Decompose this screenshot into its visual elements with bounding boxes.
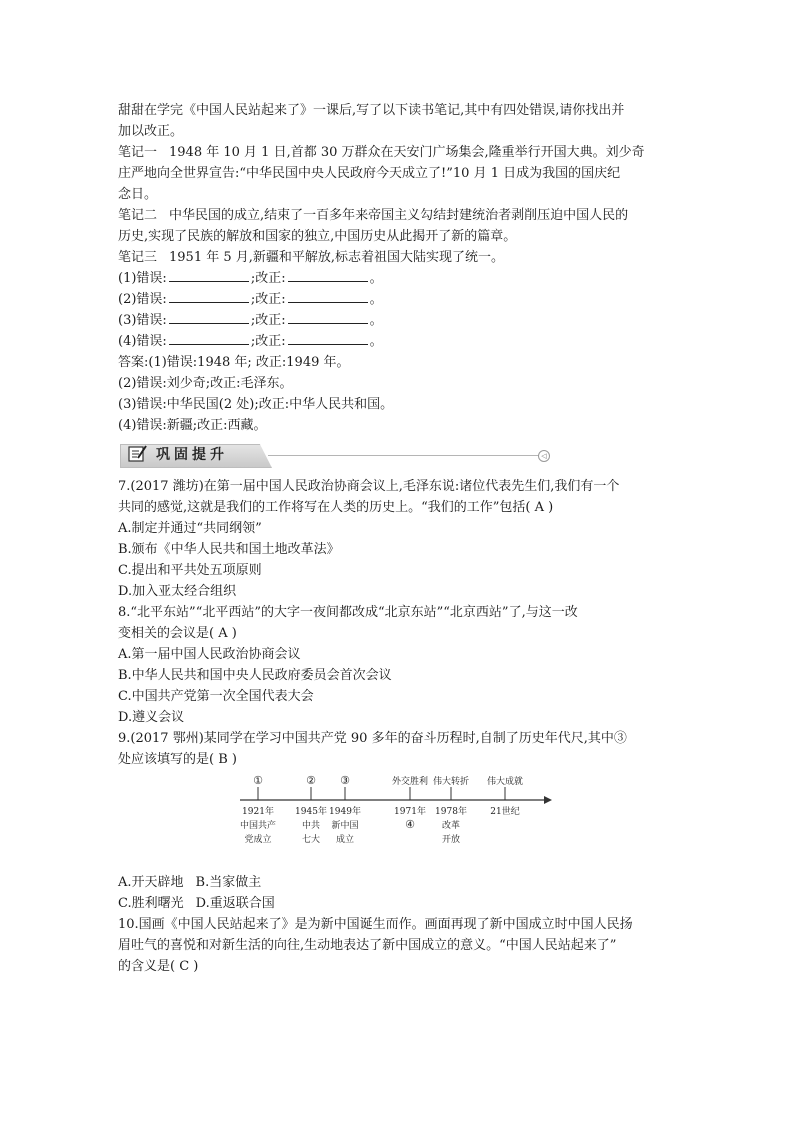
error-blank[interactable] bbox=[169, 311, 249, 324]
timeline-year: 21世纪 bbox=[490, 807, 520, 817]
intro-line-1: 甜甜在学完《中国人民站起来了》一课后,写了以下读书笔记,其中有四处错误,请你找出并 bbox=[118, 103, 625, 118]
banner-end-circle-icon: ◁ bbox=[538, 450, 550, 462]
timeline-event: 七大 bbox=[301, 835, 321, 845]
error-label: 错误: bbox=[136, 271, 167, 286]
q9-option-c: C.胜利曙光 bbox=[118, 896, 184, 911]
section-title: 巩固提升 bbox=[156, 447, 228, 463]
banner-divider bbox=[268, 455, 538, 456]
note-label: 笔记二 bbox=[118, 208, 158, 223]
timeline-top-label: 伟大成就 bbox=[486, 777, 524, 787]
row-number: (2) bbox=[118, 292, 137, 307]
fix-label: ;改正: bbox=[250, 292, 286, 307]
timeline-top-label: ① bbox=[253, 774, 263, 787]
fill-row-1 bbox=[118, 268, 678, 289]
fix-blank[interactable] bbox=[288, 290, 368, 303]
history-timeline bbox=[118, 774, 678, 866]
note-label: 笔记三 bbox=[118, 250, 158, 265]
q9-stem-2: 处应该填写的是( B ) bbox=[118, 752, 237, 767]
note-1-line-3: 念日。 bbox=[118, 187, 158, 202]
note-label: 笔记一 bbox=[118, 145, 158, 160]
worksheet bbox=[118, 100, 678, 977]
fix-blank[interactable] bbox=[288, 269, 368, 282]
timeline-year: 1921年 bbox=[242, 807, 274, 817]
fix-blank[interactable] bbox=[288, 311, 368, 324]
timeline-event: 中国共产 bbox=[239, 821, 277, 831]
q10-stem-3: 的含义是( C ) bbox=[118, 959, 199, 974]
error-blank[interactable] bbox=[169, 332, 249, 345]
error-label: 错误: bbox=[136, 313, 167, 328]
section-banner bbox=[118, 442, 678, 468]
q7-option-b: B.颁布《中华人民共和国土地改革法》 bbox=[118, 542, 340, 557]
fix-label: ;改正: bbox=[250, 313, 286, 328]
answer-1: 答案:(1)错误:1948 年; 改正:1949 年。 bbox=[118, 355, 350, 370]
row-number: (3) bbox=[118, 313, 137, 328]
timeline-event: 改革 bbox=[441, 821, 461, 831]
timeline-arrow-icon bbox=[544, 796, 552, 804]
q9-stem-1: 9.(2017 鄂州)某同学在学习中国共产党 90 多年的奋斗历程时,自制了历史年代尺,其中③ bbox=[118, 731, 627, 746]
note-2 bbox=[118, 205, 678, 226]
note-text: 1948 年 10 月 1 日,首都 30 万群众在天安门广场集会,隆重举行开国大典。刘少奇 bbox=[169, 145, 645, 160]
q9-option-a: A.开天辟地 bbox=[118, 875, 184, 890]
timeline-event: 党成立 bbox=[244, 835, 272, 845]
q10-stem-1: 10.国画《中国人民站起来了》是为新中国诞生而作。画面再现了新中国成立时中国人民扬 bbox=[118, 917, 633, 932]
answer-3: (3)错误:中华民国(2 处);改正:中华人民共和国。 bbox=[118, 397, 394, 412]
q7-option-a: A.制定并通过“共同纲领” bbox=[118, 521, 262, 536]
timeline-top-label: ② bbox=[306, 774, 316, 787]
timeline-top-label: ③ bbox=[340, 774, 350, 787]
fill-row-2 bbox=[118, 289, 678, 310]
timeline-top-label: 外交胜利 bbox=[391, 777, 429, 787]
note-text: 1951 年 5 月,新疆和平解放,标志着祖国大陆实现了统一。 bbox=[169, 250, 505, 265]
intro-line-2: 加以改正。 bbox=[118, 124, 184, 139]
error-blank[interactable] bbox=[169, 290, 249, 303]
timeline-year: 1949年 bbox=[329, 807, 361, 817]
fix-blank[interactable] bbox=[288, 332, 368, 345]
note-3 bbox=[118, 247, 678, 268]
fill-row-3 bbox=[118, 310, 678, 331]
timeline-event: 新中国 bbox=[331, 821, 359, 831]
q8-option-d: D.遵义会议 bbox=[118, 710, 185, 725]
q7-stem-2: 共同的感觉,这就是我们的工作将写在人类的历史上。“我们的工作”包括( A ) bbox=[118, 500, 554, 515]
fix-label: ;改正: bbox=[250, 334, 286, 349]
timeline-year: 1978年 bbox=[435, 807, 467, 817]
row-number: (4) bbox=[118, 334, 137, 349]
note-1-line-2: 庄严地向全世界宣告:“中华民国中央人民政府今天成立了!”10 月 1 日成为我国的国庆纪 bbox=[118, 166, 621, 181]
q9-options-row-2 bbox=[118, 893, 678, 914]
answer-4: (4)错误:新疆;改正:西藏。 bbox=[118, 418, 267, 433]
q9-option-b: B.当家做主 bbox=[195, 875, 262, 890]
error-label: 错误: bbox=[136, 334, 167, 349]
q8-stem-1: 8.“北平东站”“北平西站”的大字一夜间都改成“北京东站”“北京西站”了,与这一改 bbox=[118, 605, 578, 620]
row-end: 。 bbox=[369, 292, 383, 307]
row-end: 。 bbox=[369, 334, 383, 349]
note-text: 中华民国的成立,结束了一百多年来帝国主义勾结封建统治者剥削压迫中国人民的 bbox=[169, 208, 629, 223]
q7-option-d: D.加入亚太经合组织 bbox=[118, 584, 237, 599]
error-blank[interactable] bbox=[169, 269, 249, 282]
q9-options-row-1 bbox=[118, 872, 678, 893]
q7-option-c: C.提出和平共处五项原则 bbox=[118, 563, 262, 578]
q7-stem-1: 7.(2017 潍坊)在第一届中国人民政治协商会议上,毛泽东说:诸位代表先生们,我们有一个 bbox=[118, 479, 620, 494]
answer-2: (2)错误:刘少奇;改正:毛泽东。 bbox=[118, 376, 293, 391]
q8-option-c: C.中国共产党第一次全国代表大会 bbox=[118, 689, 314, 704]
q8-option-b: B.中华人民共和国中央人民政府委员会首次会议 bbox=[118, 668, 392, 683]
pencil-notebook-icon bbox=[128, 445, 148, 463]
timeline-event: 开放 bbox=[441, 835, 461, 845]
note-2-line-2: 历史,实现了民族的解放和国家的独立,中国历史从此揭开了新的篇章。 bbox=[118, 229, 517, 244]
q9-option-d: D.重返联合国 bbox=[195, 896, 275, 911]
timeline-event: 成立 bbox=[335, 835, 355, 845]
fix-label: ;改正: bbox=[250, 271, 286, 286]
fill-row-4 bbox=[118, 331, 678, 352]
error-label: 错误: bbox=[136, 292, 167, 307]
timeline-top-label: 伟大转折 bbox=[432, 777, 470, 787]
q8-stem-2: 变相关的会议是( A ) bbox=[118, 626, 237, 641]
note-1 bbox=[118, 142, 678, 163]
row-number: (1) bbox=[118, 271, 137, 286]
q10-stem-2: 眉吐气的喜悦和对新生活的向往,生动地表达了新中国成立的意义。“中国人民站起来了” bbox=[118, 938, 617, 953]
timeline-event: 中共 bbox=[301, 821, 321, 831]
q8-option-a: A.第一届中国人民政治协商会议 bbox=[118, 647, 301, 662]
timeline-year: 1971年 bbox=[394, 807, 426, 817]
row-end: 。 bbox=[369, 271, 383, 286]
timeline-year: 1945年 bbox=[295, 807, 327, 817]
row-end: 。 bbox=[369, 313, 383, 328]
timeline-figure bbox=[238, 774, 558, 866]
timeline-event: ④ bbox=[405, 818, 415, 831]
